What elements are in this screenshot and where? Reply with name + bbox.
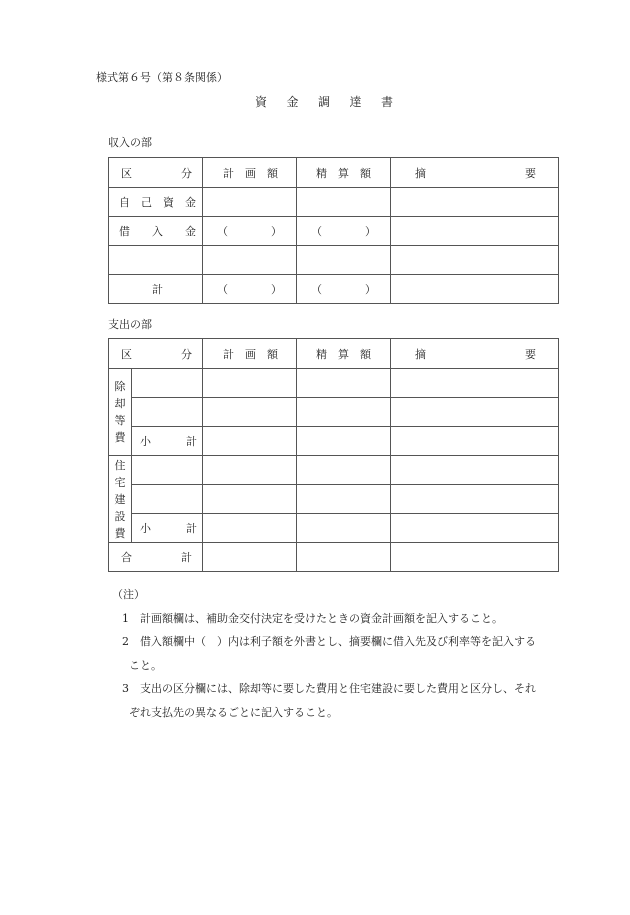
cell-plan[interactable]	[203, 514, 297, 543]
document-title	[255, 93, 413, 110]
note-continuation: こと。	[129, 658, 162, 672]
cell-plan[interactable]	[203, 427, 297, 456]
subtotal-label: 小 計	[132, 427, 203, 456]
row-label-self-funds: 自 己 資 金	[109, 188, 203, 217]
cell-item[interactable]	[132, 485, 203, 514]
grand-total-label: 合 計	[109, 543, 203, 572]
cell-settled[interactable]	[297, 188, 391, 217]
note-text: 支出の区分欄には、除却等に要した費用と住宅建設に要した費用と区分し、それ	[140, 682, 536, 695]
note-number: 1	[122, 611, 129, 625]
title-char: 書	[381, 95, 394, 109]
income-table	[108, 157, 559, 304]
subtotal-label: 小 計	[132, 514, 203, 543]
table-row	[109, 456, 559, 485]
table-row	[109, 217, 559, 246]
header-remarks: 摘 要	[391, 158, 559, 188]
note-number: 2	[122, 635, 129, 648]
form-number-label: 様式第６号（第８条関係）	[96, 71, 228, 84]
cell-settled[interactable]: （ ）	[297, 217, 391, 246]
cell-plan[interactable]	[203, 246, 297, 275]
cell-settled[interactable]	[297, 246, 391, 275]
cell-remarks[interactable]	[391, 485, 559, 514]
header-settled-amount: 精 算 額	[297, 339, 391, 369]
cell-remarks[interactable]	[391, 543, 559, 572]
cell-remarks[interactable]	[391, 427, 559, 456]
header-remarks: 摘 要	[391, 339, 559, 369]
cell-settled[interactable]	[297, 514, 391, 543]
table-row	[109, 188, 559, 217]
title-char: 調	[318, 95, 331, 109]
note-item	[112, 607, 536, 631]
cell-remarks[interactable]	[391, 217, 559, 246]
cell-remarks[interactable]	[391, 246, 559, 275]
cell-remarks[interactable]	[391, 514, 559, 543]
cell-settled[interactable]	[297, 427, 391, 456]
notes-section	[112, 583, 536, 724]
expense-section-heading: 支出の部	[108, 318, 152, 331]
table-row	[109, 398, 559, 427]
table-row	[109, 275, 559, 304]
cell-settled[interactable]	[297, 398, 391, 427]
cell-plan[interactable]	[203, 456, 297, 485]
table-header-row	[109, 339, 559, 369]
table-row	[109, 369, 559, 398]
table-row	[109, 485, 559, 514]
title-char: 金	[286, 95, 299, 109]
cell-settled[interactable]: （ ）	[297, 275, 391, 304]
notes-label: （注）	[112, 588, 145, 601]
title-char: 資	[255, 95, 268, 109]
row-label-blank[interactable]	[109, 246, 203, 275]
cell-settled[interactable]	[297, 543, 391, 572]
expense-table	[108, 338, 559, 572]
cell-remarks[interactable]	[391, 275, 559, 304]
note-item	[112, 630, 536, 654]
income-section-heading: 収入の部	[108, 136, 152, 149]
note-continuation: ぞれ支払先の異なるごとに記入すること。	[129, 705, 338, 719]
cell-plan[interactable]	[203, 398, 297, 427]
table-row	[109, 543, 559, 572]
cell-plan[interactable]: （ ）	[203, 217, 297, 246]
header-settled-amount: 精 算 額	[297, 158, 391, 188]
header-plan-amount: 計 画 額	[203, 339, 297, 369]
cell-item[interactable]	[132, 369, 203, 398]
table-header-row	[109, 158, 559, 188]
cell-plan[interactable]	[203, 369, 297, 398]
cell-plan[interactable]	[203, 188, 297, 217]
row-label-total: 計	[109, 275, 203, 304]
cell-remarks[interactable]	[391, 369, 559, 398]
cell-item[interactable]	[132, 398, 203, 427]
table-row	[109, 514, 559, 543]
note-item	[112, 677, 536, 701]
title-char: 達	[349, 95, 362, 109]
note-text: 借入額欄中（ ）内は利子額を外書とし、摘要欄に借入先及び利率等を記入する	[140, 635, 536, 648]
group-label-housing-construction: 住 宅 建 設 費	[109, 456, 132, 543]
header-plan-amount: 計 画 額	[203, 158, 297, 188]
row-label-borrowing: 借 入 金	[109, 217, 203, 246]
header-kubun: 区 分	[109, 158, 203, 188]
cell-remarks[interactable]	[391, 456, 559, 485]
cell-remarks[interactable]	[391, 188, 559, 217]
cell-item[interactable]	[132, 456, 203, 485]
cell-settled[interactable]	[297, 456, 391, 485]
cell-plan[interactable]	[203, 543, 297, 572]
note-number: 3	[122, 682, 129, 695]
header-kubun: 区 分	[109, 339, 203, 369]
cell-remarks[interactable]	[391, 398, 559, 427]
table-row	[109, 427, 559, 456]
cell-settled[interactable]	[297, 369, 391, 398]
note-text: 計画額欄は、補助金交付決定を受けたときの資金計画額を記入すること。	[140, 611, 503, 625]
cell-plan[interactable]	[203, 485, 297, 514]
cell-plan[interactable]: （ ）	[203, 275, 297, 304]
cell-settled[interactable]	[297, 485, 391, 514]
table-row	[109, 246, 559, 275]
group-label-removal-costs: 除 却 等 費	[109, 369, 132, 456]
